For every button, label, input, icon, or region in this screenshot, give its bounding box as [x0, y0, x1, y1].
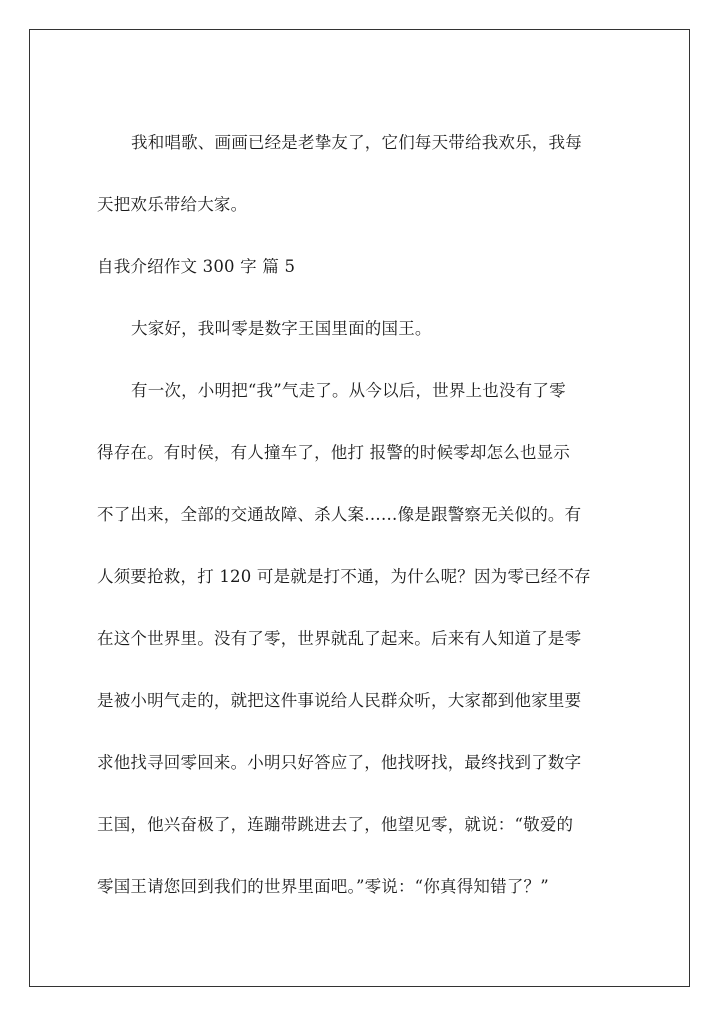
paragraph-line-4: 有一次，小明把“我”气走了。从今以后，世界上也没有了零	[131, 381, 566, 400]
paragraph-line-7: 人须要抢救，打 120 可是就是打不通，为什么呢？因为零已经不存	[97, 567, 591, 586]
paragraph-line-2: 天把欢乐带给大家。	[97, 195, 248, 214]
section-heading: 自我介绍作文 300 字 篇 5	[97, 257, 296, 276]
paragraph-line-8: 在这个世界里。没有了零，世界就乱了起来。后来有人知道了是零	[97, 629, 582, 648]
paragraph-line-5: 得存在。有时侯，有人撞车了，他打 报警的时候零却怎么也显示	[97, 443, 571, 462]
paragraph-line-6: 不了出来，全部的交通故障、杀人案……像是跟警察无关似的。有	[97, 505, 582, 524]
paragraph-line-10: 求他找寻回零回来。小明只好答应了，他找呀找，最终找到了数字	[97, 753, 582, 772]
paragraph-line-3: 大家好，我叫零是数字王国里面的国王。	[131, 319, 432, 338]
paragraph-line-11: 王国，他兴奋极了，连蹦带跳进去了，他望见零，就说：“敬爱的	[97, 815, 574, 834]
paragraph-line-1: 我和唱歌、画画已经是老挚友了，它们每天带给我欢乐，我每	[131, 133, 582, 152]
paragraph-line-9: 是被小明气走的，就把这件事说给人民群众听，大家都到他家里要	[97, 691, 582, 710]
paragraph-line-12: 零国王请您回到我们的世界里面吧。”零说：“你真得知错了？”	[97, 877, 549, 896]
